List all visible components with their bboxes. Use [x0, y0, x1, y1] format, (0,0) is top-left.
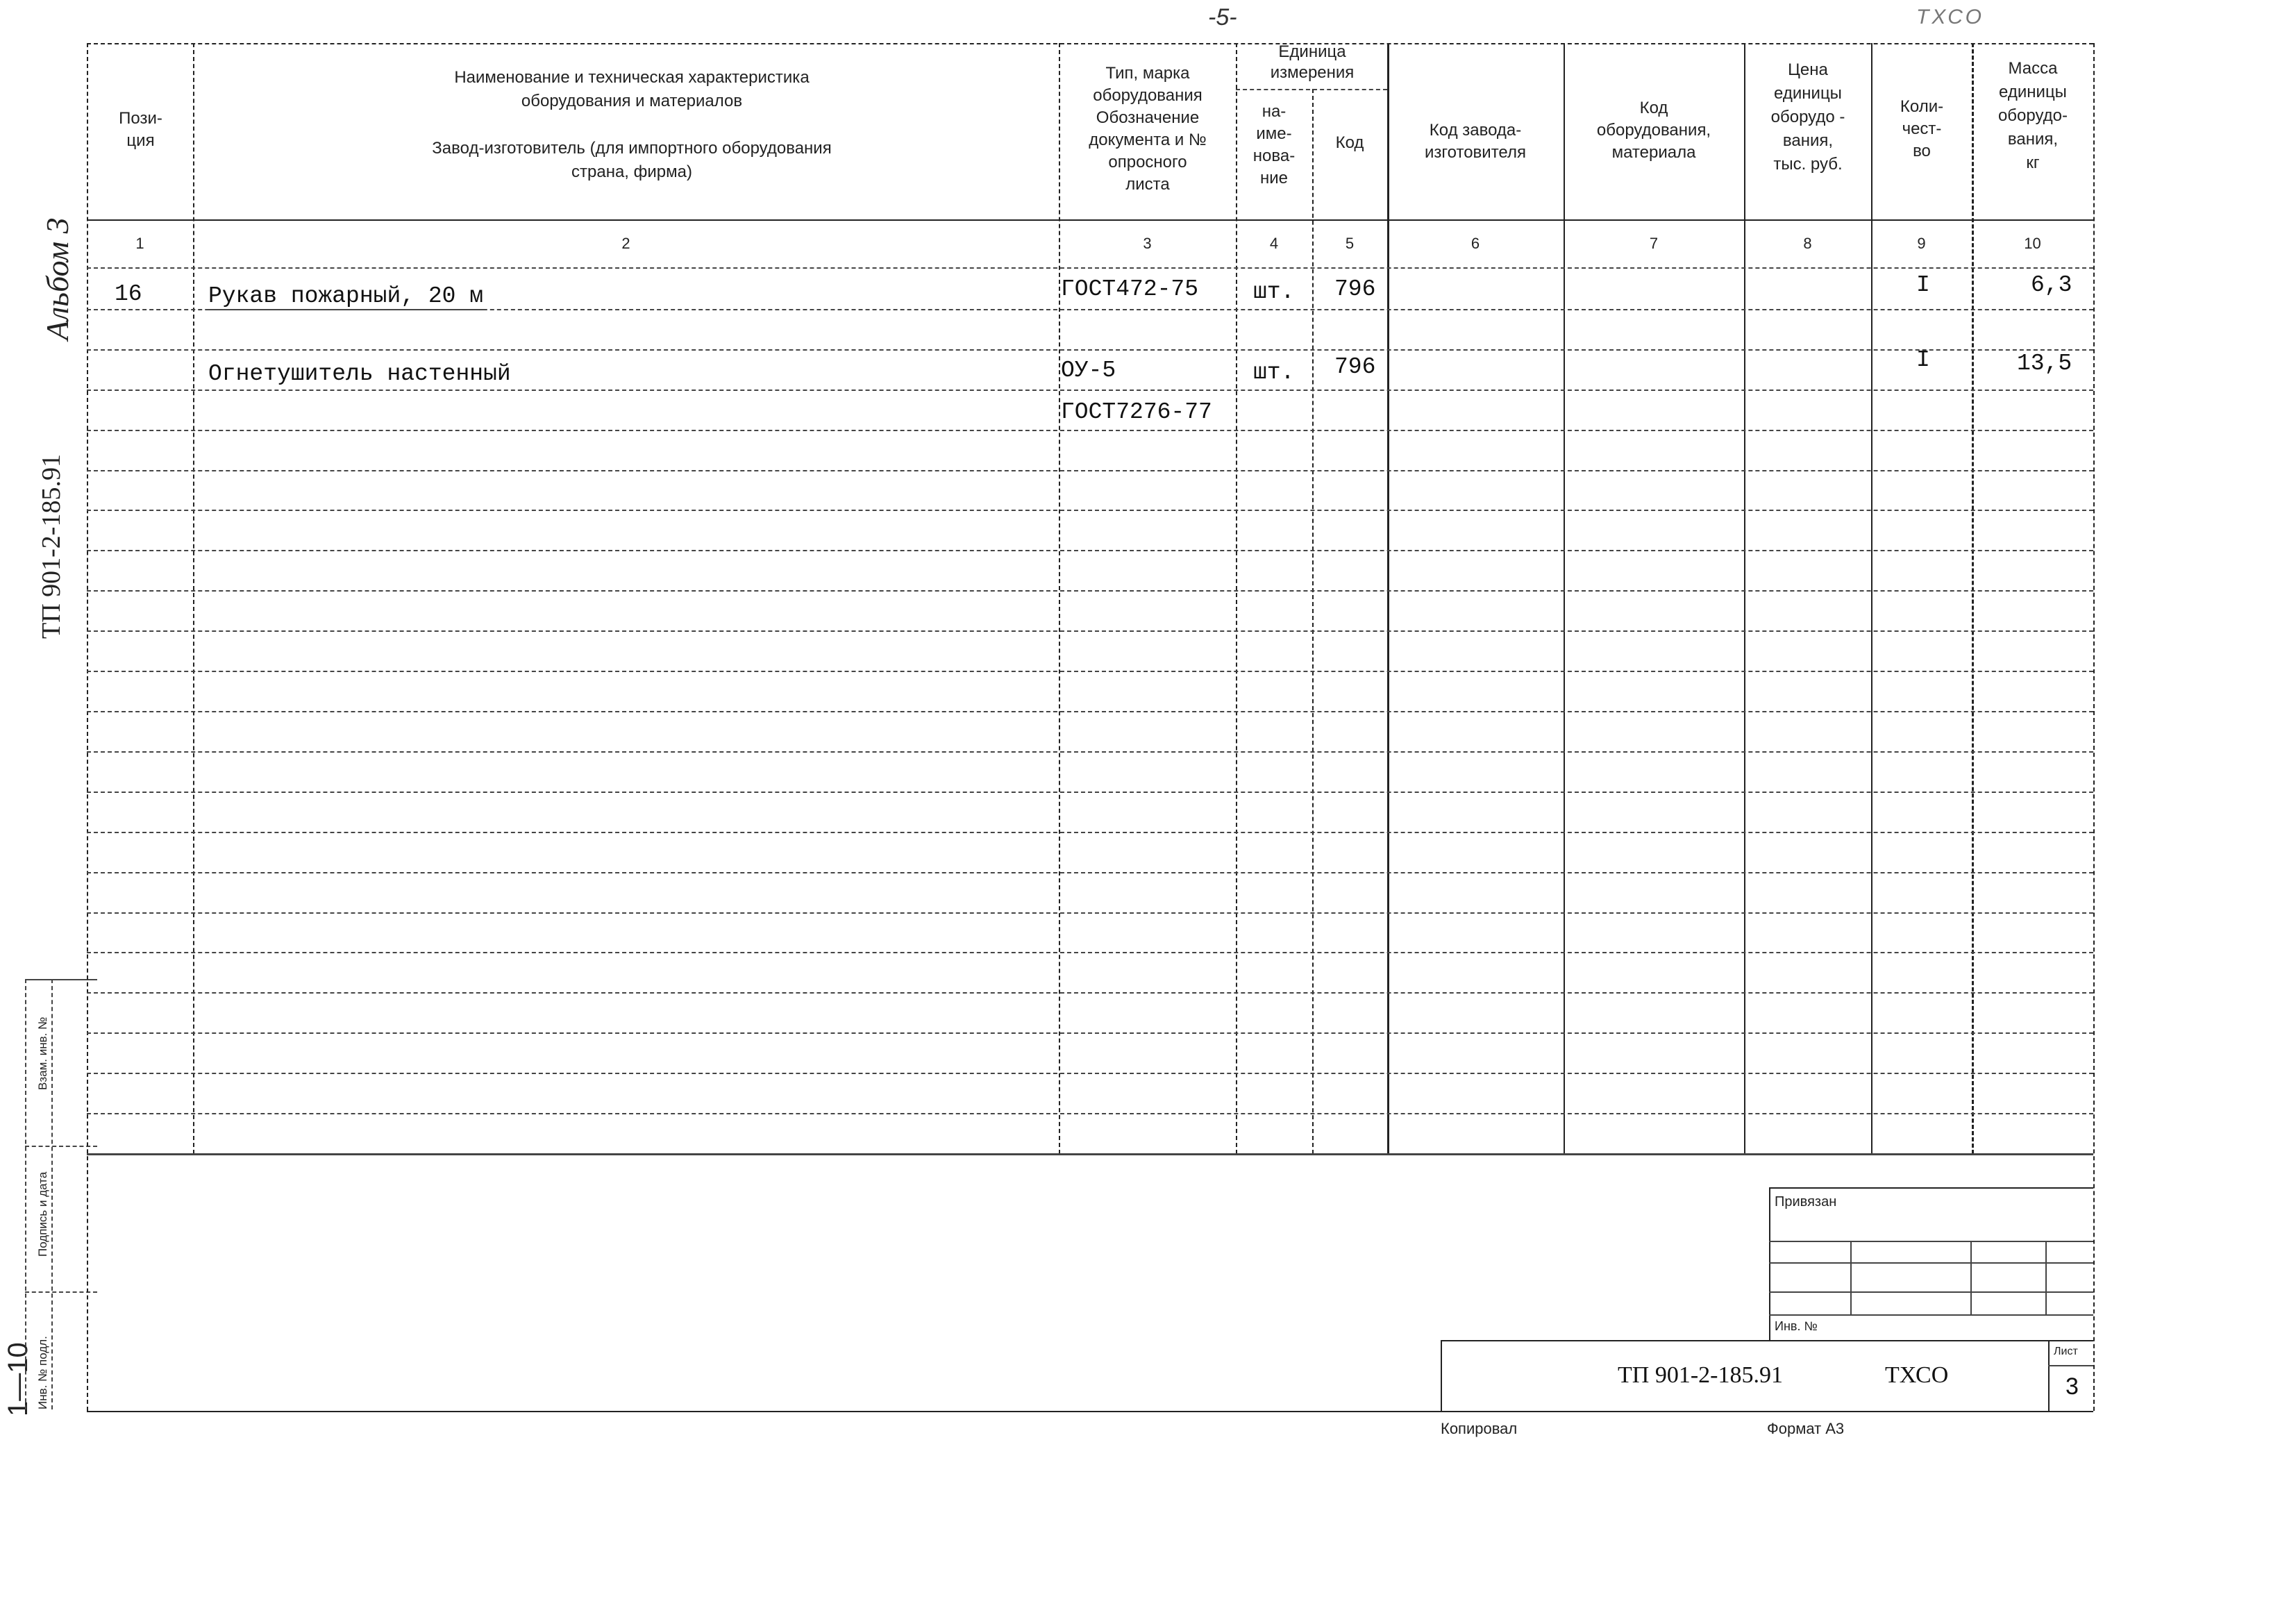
- header-type: Тип, марка оборудования Обозначение документа и № опросного листа: [1089, 64, 1207, 194]
- row1-name: Рукав пожарный, 20 м: [208, 283, 484, 309]
- row1-quantity: I: [1916, 272, 1930, 298]
- table-row-line: [87, 1073, 2093, 1074]
- header-unit-name: на- име- нова- ние: [1252, 102, 1296, 187]
- table-row-line: [87, 1113, 2093, 1114]
- table-row-line: [87, 1153, 2093, 1155]
- header-equipment-code: Код оборудования, материала: [1596, 99, 1711, 162]
- stamp-row-1: [1769, 1241, 2093, 1242]
- stamp-sheet-divider: [2048, 1340, 2050, 1411]
- colnum-2: 2: [621, 235, 630, 252]
- table-row-line: [87, 671, 2093, 672]
- header-price: Цена единицы оборудо - вания, тыс. руб.: [1770, 60, 1845, 174]
- table-row-line: [87, 430, 2093, 431]
- table-row-line: [87, 550, 2093, 551]
- header-manufacturer-code: Код завода- изготовителя: [1425, 121, 1526, 162]
- col-line-8: [1871, 43, 1872, 1154]
- row2-code: 796: [1334, 354, 1376, 380]
- table-row-line: [87, 992, 2093, 994]
- colnum-7: 7: [1649, 235, 1659, 252]
- table-row-line: [87, 832, 2093, 833]
- unit-group-line: [1236, 89, 1387, 90]
- colnum-4: 4: [1269, 235, 1279, 252]
- frame-bottom: [87, 1411, 2093, 1412]
- row2-name: Огнетушитель настенный: [208, 361, 511, 387]
- side-field-original-inv: Инв. № подл.: [36, 1336, 49, 1409]
- table-row-line: [87, 630, 2093, 632]
- colnum-6: 6: [1470, 235, 1480, 252]
- table-row-line: [87, 872, 2093, 873]
- colnum-3: 3: [1143, 235, 1152, 252]
- stamp-col-1: [1850, 1241, 1852, 1314]
- footer-format: Формат А3: [1767, 1420, 1845, 1437]
- side-strip-line-mid: [51, 979, 53, 1409]
- header-position: Пози- ция: [119, 109, 162, 150]
- side-document-code: ТП 901-2-185.91: [37, 454, 66, 639]
- header-unit-group: Единица измерения: [1270, 42, 1355, 82]
- table-row-line: [87, 711, 2093, 712]
- stamp-bound-label: Привязан: [1775, 1194, 1837, 1209]
- table-row-line: [87, 510, 2093, 511]
- colnum-5: 5: [1345, 235, 1355, 252]
- table-row-line: [87, 349, 2093, 351]
- row1-type: ГОСТ472-75: [1061, 276, 1199, 302]
- row2-type: ОУ-5: [1061, 358, 1116, 383]
- stamp-inv-label: Инв. №: [1775, 1319, 1818, 1333]
- corner-note: ТХСО: [1916, 6, 1984, 28]
- table-row-line: [87, 470, 2093, 471]
- stamp-document-code: ТП 901-2-185.91: [1618, 1362, 1783, 1388]
- colnum-bottom: [87, 267, 2093, 269]
- col-line-9: [1972, 43, 1974, 1154]
- table-row-line: [87, 751, 2093, 753]
- col-line-2: [1059, 43, 1060, 1154]
- side-strip-line-left: [25, 979, 26, 1409]
- col-line-7: [1744, 43, 1745, 1154]
- stamp-sheet-line: [2048, 1365, 2093, 1366]
- frame-right: [2093, 43, 2095, 1411]
- header-bottom: [87, 219, 2093, 221]
- table-row-line: [87, 390, 2093, 391]
- header-name: Наименование и техническая характеристика оборудования и материалов Завод-изготовитель (для импортного оборудования страна, фирма): [432, 68, 832, 181]
- row2-unit: шт.: [1253, 360, 1295, 385]
- row3-type: ГОСТ7276-77: [1061, 399, 1212, 425]
- side-field-signature-date: Подпись и дата: [36, 1171, 49, 1257]
- colnum-10: 10: [2024, 235, 2041, 252]
- header-quantity: Коли- чест- во: [1900, 97, 1944, 160]
- stamp-sheet-number: 3: [2065, 1373, 2079, 1400]
- header-mass: Масса единицы оборудо- вания, кг: [1997, 59, 2068, 172]
- col-line-3: [1236, 43, 1237, 1154]
- bottom-left-code: 1—10: [3, 1342, 33, 1416]
- album-label: Альбом 3: [40, 217, 75, 340]
- header-unit-code: Код: [1335, 133, 1364, 152]
- stamp-col-2: [1970, 1241, 1972, 1314]
- colnum-9: 9: [1917, 235, 1926, 252]
- row2-mass: 13,5: [2017, 351, 2072, 376]
- row2-quantity: I: [1916, 347, 1930, 373]
- col-line-5: [1387, 43, 1389, 1154]
- stamp-row-3: [1769, 1291, 2093, 1293]
- row1-code: 796: [1334, 276, 1376, 302]
- col-line-1: [193, 43, 194, 1154]
- stamp-col-3: [2045, 1241, 2047, 1314]
- stamp-left: [1769, 1187, 1770, 1340]
- page-number: -5-: [1208, 4, 1237, 31]
- stamp-top: [1769, 1187, 2093, 1189]
- colnum-8: 8: [1803, 235, 1812, 252]
- colnum-1: 1: [135, 235, 144, 252]
- table-row-line: [87, 1032, 2093, 1034]
- side-field-replace-inv: Взам. инв. №: [36, 1016, 49, 1090]
- stamp-main-left: [1441, 1340, 1442, 1411]
- stamp-document-mark: ТХСО: [1885, 1362, 1949, 1388]
- row1-position: 16: [115, 281, 142, 307]
- stamp-row-4: [1769, 1314, 2093, 1316]
- table-row-line: [87, 590, 2093, 592]
- stamp-main-top: [1441, 1340, 2093, 1341]
- table-row-line: [87, 912, 2093, 914]
- table-row-line: [87, 952, 2093, 953]
- stamp-sheet-label: Лист: [2054, 1346, 2078, 1357]
- footer-copied: Копировал: [1441, 1420, 1518, 1437]
- row1-unit: шт.: [1253, 279, 1295, 305]
- frame-top: [87, 43, 2093, 44]
- col-line-6: [1564, 43, 1565, 1154]
- stamp-row-2: [1769, 1262, 2093, 1264]
- table-row-line: [87, 792, 2093, 793]
- row1-mass: 6,3: [2031, 272, 2072, 298]
